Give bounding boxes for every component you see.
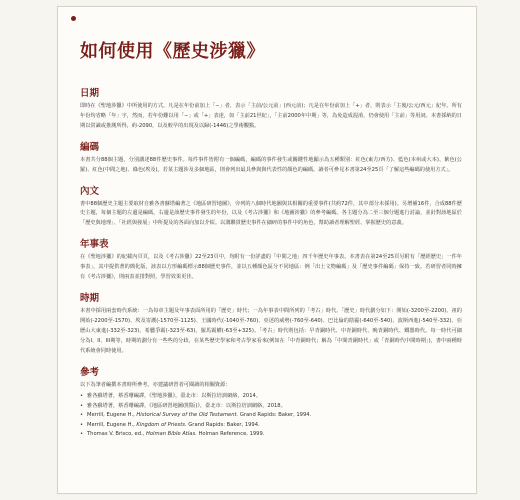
reference-item [80, 392, 462, 401]
page-title: 如何使用《歷史涉獵》 [80, 41, 265, 62]
section-paragraph: 即時在《聖地涉獵》中所使用的方式，凡是在年份前加上「∼」者，表示「主前/公元前」(西元前)；凡是在年份前加上「+」者，則表示「主後/公元/西元」紀年。所有年份均省略「年」字，然而，若年份難以用「∼」或「+」表達，如「主前21世紀」，「主前2000年中期」等，為免造成混淆，仍會使用「主前」等用詞。本書採納的日期以常識或推測所得，約-2090，以及較早的出現及以歸(-1446)之學術觀點。 [80, 103, 462, 129]
reference-text: Grand Rapids: Baker, 1994. [186, 421, 260, 428]
section-heading: 編碼 [80, 141, 100, 153]
section-heading: 日期 [80, 88, 100, 99]
page-marker-dot [71, 16, 76, 21]
reference-text: Grand Rapids: Baker, 1994. [238, 412, 312, 419]
reference-text: 雅各蘇塔著，蔡香珊編譯，《地區研習地圖(附版)》，臺北市：以斯拉培訓網絡，2018。 [87, 402, 286, 409]
section-heading: 年事表 [80, 239, 109, 251]
reference-item [80, 421, 462, 430]
reference-item [80, 430, 462, 439]
section-heading: 時期 [80, 292, 100, 304]
reference-item [80, 411, 462, 420]
reference-title: Holman Bible Atlas. [145, 431, 197, 438]
section-paragraph: 書中88個歷史主題主要取材自雅各書蘇塔編著之《地區研習地圖》，旁列的八個時代地圖與其相關的重要事件(共約72件，其中部分未採用)。另增補16件，合成88件歷史主題，每個主題的左邊是編碼，右邊是該歷史事件發生的年份，以及《考古涉獵》和《地圖涉獵》的參考編碼。各主題分為二至三個分題進行討論，並針對該地區於「歷史與地理」、「社經與發展」中所提及的各面向加以介紹。以溝聯貫歷史事件在細碎的事件中的角色，幫助讀者理解聖經、掌握歷史的意義。 [80, 200, 462, 227]
reference-title: Historical Survey of the Old Testament. [136, 412, 239, 419]
reference-text: Merrill, Eugene H., [87, 412, 137, 419]
section-references [80, 364, 462, 440]
section-dates [80, 85, 462, 132]
section-paragraph: 本書中採用兩套時代系統：一為每章主題及年事表面所用的「歷史」時代；一為年事表中間所列的「考古」時代。「歷史」時代劃分如下：開始(-3200至-2200)、祖的開始(-2200至-1570)、埃及寄護(-1570至-1125)、王國時代(-1040至-760)、亞述的威勢(-760至-640)、巴比倫的陰霾(-640至-540)、波斯西進(-540至-332)、亞歷山大東進(-332至-323)、希臘爭霸(-323至-63)、羅馬霸權(-63至+325)。「考古」時代則包括：早青銅時代、中青銅時代、晚青銅時代、鐵器時代。每一時代可細分為I、II、III期等，時期的劃分有一些些的分歧，在某些歷史學家和考古學家看來(例如在「中青銅時代」稱為「中間青銅時代」或「青銅時代中間時期」)，書中兩種時代系統會同時使用。 [80, 307, 462, 354]
reference-text: 雅各蘇塔著，蔡香珊編譯，《聖地涉獵》，臺北市：以斯拉培訓網絡，2014。 [87, 393, 262, 400]
document-page [57, 6, 477, 494]
reference-title: Kingdom of Priests. [136, 421, 187, 428]
section-paragraph: 在《聖地涉獵》的紀載內頁頁，以及《考古涉獵》22至23頁中，均附有一份詳盡的「中間之地」四千年歷史年事表。本書表在第24至25頁另附有「歷經歷史」一件年事表」，其中提供著的簡化版，該表以方形編碼標示88個歷史事件，並以五種顏色區分不同地區：例「出土文物編碼」及「歷史事件編碼」保持一致。若研習者同時擁有《考古涉獵》，則兩表並排對照，學習效果更佳。 [80, 254, 462, 281]
page-content [80, 37, 462, 439]
reference-text: Merrill, Eugene H., [87, 421, 137, 428]
reference-item [80, 402, 462, 411]
reference-text: Holman Reference, 1999. [196, 431, 265, 438]
section-timeline [80, 236, 462, 283]
section-periods [80, 290, 462, 357]
section-content [80, 183, 462, 230]
section-coding [80, 139, 462, 176]
section-paragraph: 以下為筆者編撰本書時所參考。亦建議研習者可閱讀的相關資源： [80, 381, 231, 388]
section-paragraph: 本書共分88個主題，分別講述88件歷史事件。每件事件皆附有一個編碼，編碼的事件發生或關鍵性地顯示為五種類別：紅色(東方/西方)、藍色(本州或大本)、紫色(公羅)、紅色(中間之地)、綠色(埃及)。若某主題涉及多個地區，則會列出最具參與與代表性的顏色的編碼。讀者可參見本書第24至25頁「了解這些編碼的使用方式」。 [80, 156, 462, 173]
reference-list [80, 392, 462, 439]
section-heading: 內文 [80, 185, 100, 197]
reference-text: Thomas V. Brisco, ed., [87, 431, 146, 438]
section-heading: 參考 [80, 366, 100, 378]
